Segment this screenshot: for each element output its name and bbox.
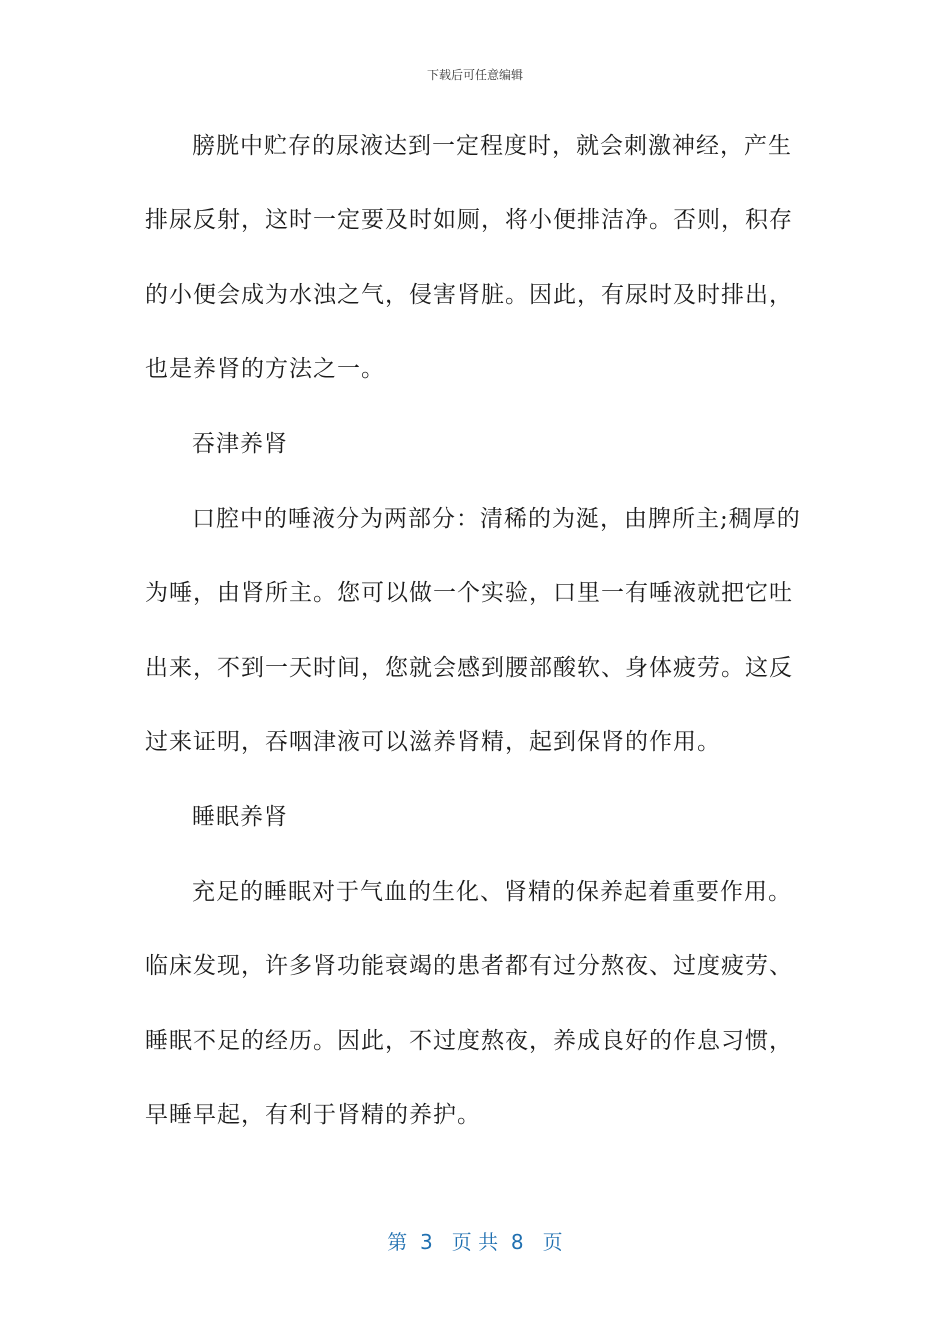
section-heading: 睡眠养肾 [192, 804, 288, 830]
paragraph-line: 膀胱中贮存的尿液达到一定程度时，就会刺激神经，产生 [192, 133, 792, 159]
paragraph-line: 为唾，由肾所主。您可以做一个实验，口里一有唾液就把它吐 [145, 580, 793, 606]
paragraph-line: 也是养肾的方法之一。 [145, 356, 385, 382]
paragraph-line: 早睡早起，有利于肾精的养护。 [145, 1102, 481, 1128]
paragraph-line: 出来，不到一天时间，您就会感到腰部酸软、身体疲劳。这反 [145, 655, 793, 681]
paragraph-line: 的小便会成为水浊之气，侵害肾脏。因此，有尿时及时排出， [145, 282, 793, 308]
page-number: 第 3 页 共 8 页 [387, 1230, 563, 1254]
paragraph-line: 睡眠不足的经历。因此，不过度熬夜，养成良好的作息习惯， [145, 1028, 793, 1054]
paragraph-line: 排尿反射，这时一定要及时如厕，将小便排洁净。否则，积存 [145, 207, 793, 233]
paragraph-line: 临床发现，许多肾功能衰竭的患者都有过分熬夜、过度疲劳、 [145, 953, 793, 979]
paragraph-line: 充足的睡眠对于气血的生化、肾精的保养起着重要作用。 [192, 879, 792, 905]
section-heading: 吞津养肾 [192, 431, 288, 457]
paragraph-line: 口腔中的唾液分为两部分：清稀的为涎，由脾所主;稠厚的 [192, 506, 801, 532]
header-note: 下载后可任意编辑 [426, 68, 523, 82]
paragraph-line: 过来证明，吞咽津液可以滋养肾精，起到保肾的作用。 [145, 729, 721, 755]
